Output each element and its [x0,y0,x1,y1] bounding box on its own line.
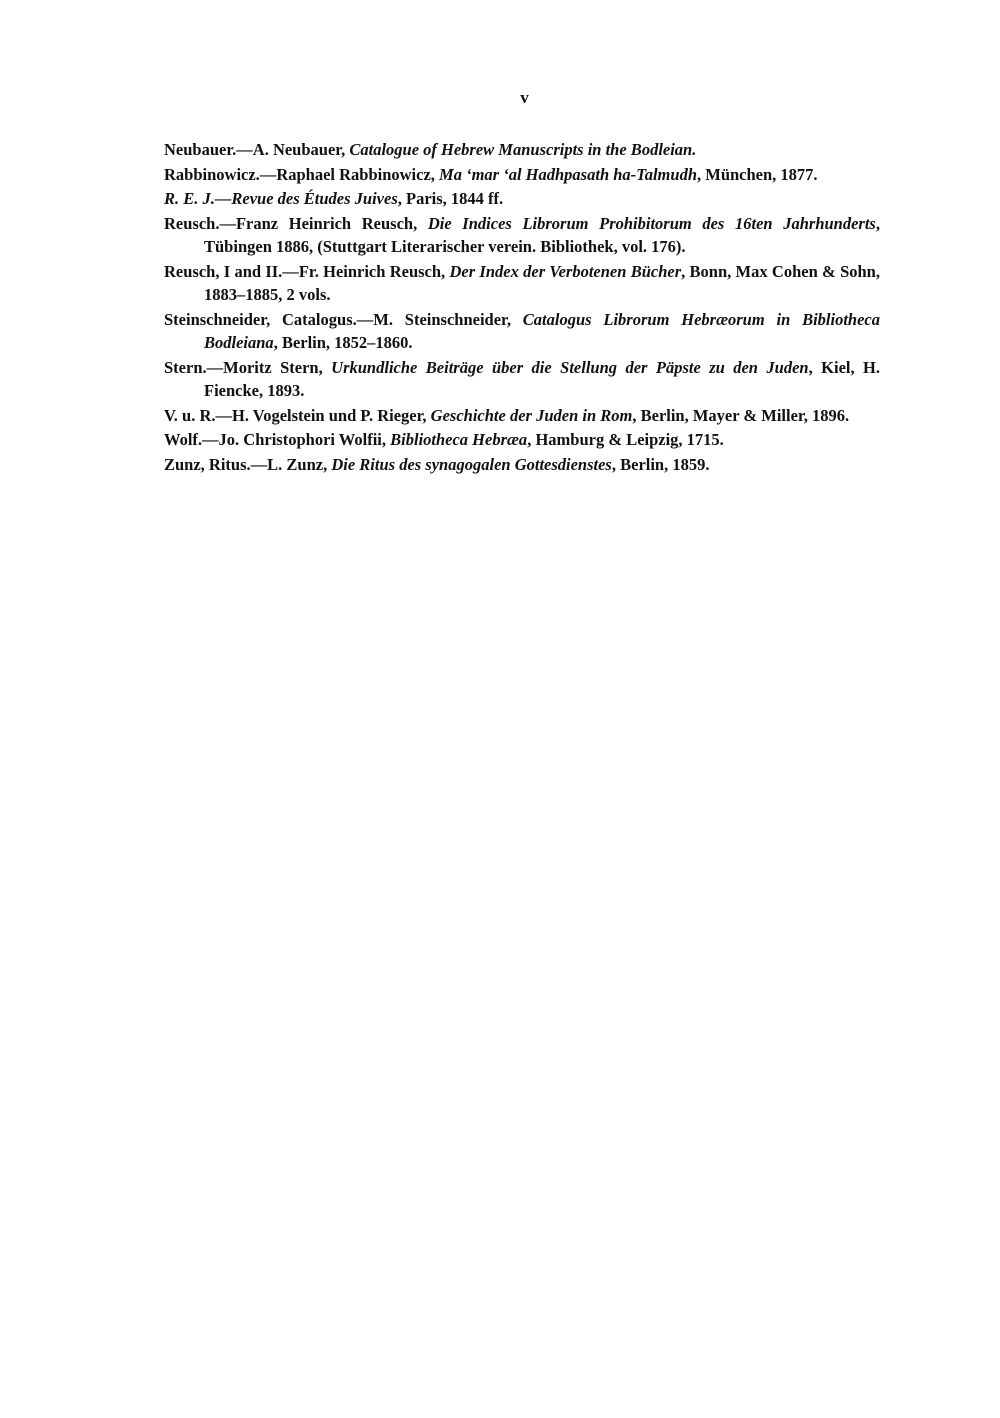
entry-author: Fr. Heinrich Reusch, [298,261,450,281]
entry-title: Der Index der Verbotenen Bücher [449,261,682,281]
entry-key: Steinschneider, Catalogus.— [164,309,374,329]
entry-author: Jo. Christophori Wolfii, [218,430,391,449]
entry-key: Reusch.— [164,213,236,233]
entry-reusch [164,212,880,259]
entry-details: , Bonn, Max Cohen & Sohn, 1883–1885, 2 vols. [204,261,880,304]
entry-zunz [164,453,880,477]
entry-reusch-i-ii [164,260,880,307]
entry-details: , Hamburg & Leipzig, 1715. [527,430,724,449]
entry-details: , Berlin, Mayer & Miller, 1896. [632,405,850,425]
entry-title: Die Ritus des synagogalen Gottesdienstes [331,454,612,474]
entry-key: Stern.— [164,357,224,377]
entry-title: Revue des Études Juives [231,189,398,208]
entry-wolf [164,428,880,452]
entry-key: Zunz, Ritus.— [164,454,268,474]
entry-author: Moritz Stern, [223,357,332,377]
page-number: v [520,88,530,107]
entry-key: V. u. R.— [164,405,233,425]
entry-details: , München, 1877. [697,164,818,184]
entry-title: Ma ‘mar ‘al Hadhpasath ha-Talmudh [439,164,697,184]
entry-author: H. Vogelstein und P. Rieger, [232,405,431,425]
entry-key: Rabbinowicz.— [164,164,277,184]
entry-key: R. E. J.— [164,189,232,208]
entry-details: , Tübingen 1886, (Stuttgart Literarischer verein. Bibliothek, vol. 176). [204,213,880,256]
entry-details: , Berlin, 1859. [611,454,710,474]
entry-steinschneider [164,308,880,355]
entry-author: Franz Heinrich Reusch, [235,213,428,233]
entry-details: , Paris, 1844 ff. [397,189,504,208]
entry-title: Catalogus Librorum Hebræorum in Bibliotheca Bodleiana [204,309,880,352]
entry-title: Die Indices Librorum Prohibitorum des 16ten Jahrhunderts [427,213,876,233]
entry-key: Neubauer.— [164,140,253,159]
abbreviation-list [164,138,880,477]
entry-rabbinowicz [164,163,880,187]
entry-title: Catalogue of Hebrew Manuscripts in the Bodleian. [349,140,697,159]
entry-details: , Berlin, 1852–1860. [273,333,413,352]
entry-key: Wolf.— [164,430,219,449]
entry-neubauer [164,138,880,162]
entry-author: M. Steinschneider, [373,309,523,329]
entry-vogelstein-rieger [164,404,880,428]
entry-author: A. Neubauer, [252,140,350,159]
entry-author: Raphael Rabbinowicz, [276,164,440,184]
entry-title: Urkundliche Beiträge über die Stellung der Päpste zu den Juden [331,357,809,377]
entry-title: Bibliotheca Hebræa [390,430,528,449]
entry-rej [164,187,880,211]
entry-title: Geschichte der Juden in Rom [430,405,633,425]
entry-details: , Kiel, H. Fiencke, 1893. [204,357,880,400]
entry-stern [164,356,880,403]
entry-author: L. Zunz, [267,454,332,474]
entry-key: Reusch, I and II.— [164,261,299,281]
